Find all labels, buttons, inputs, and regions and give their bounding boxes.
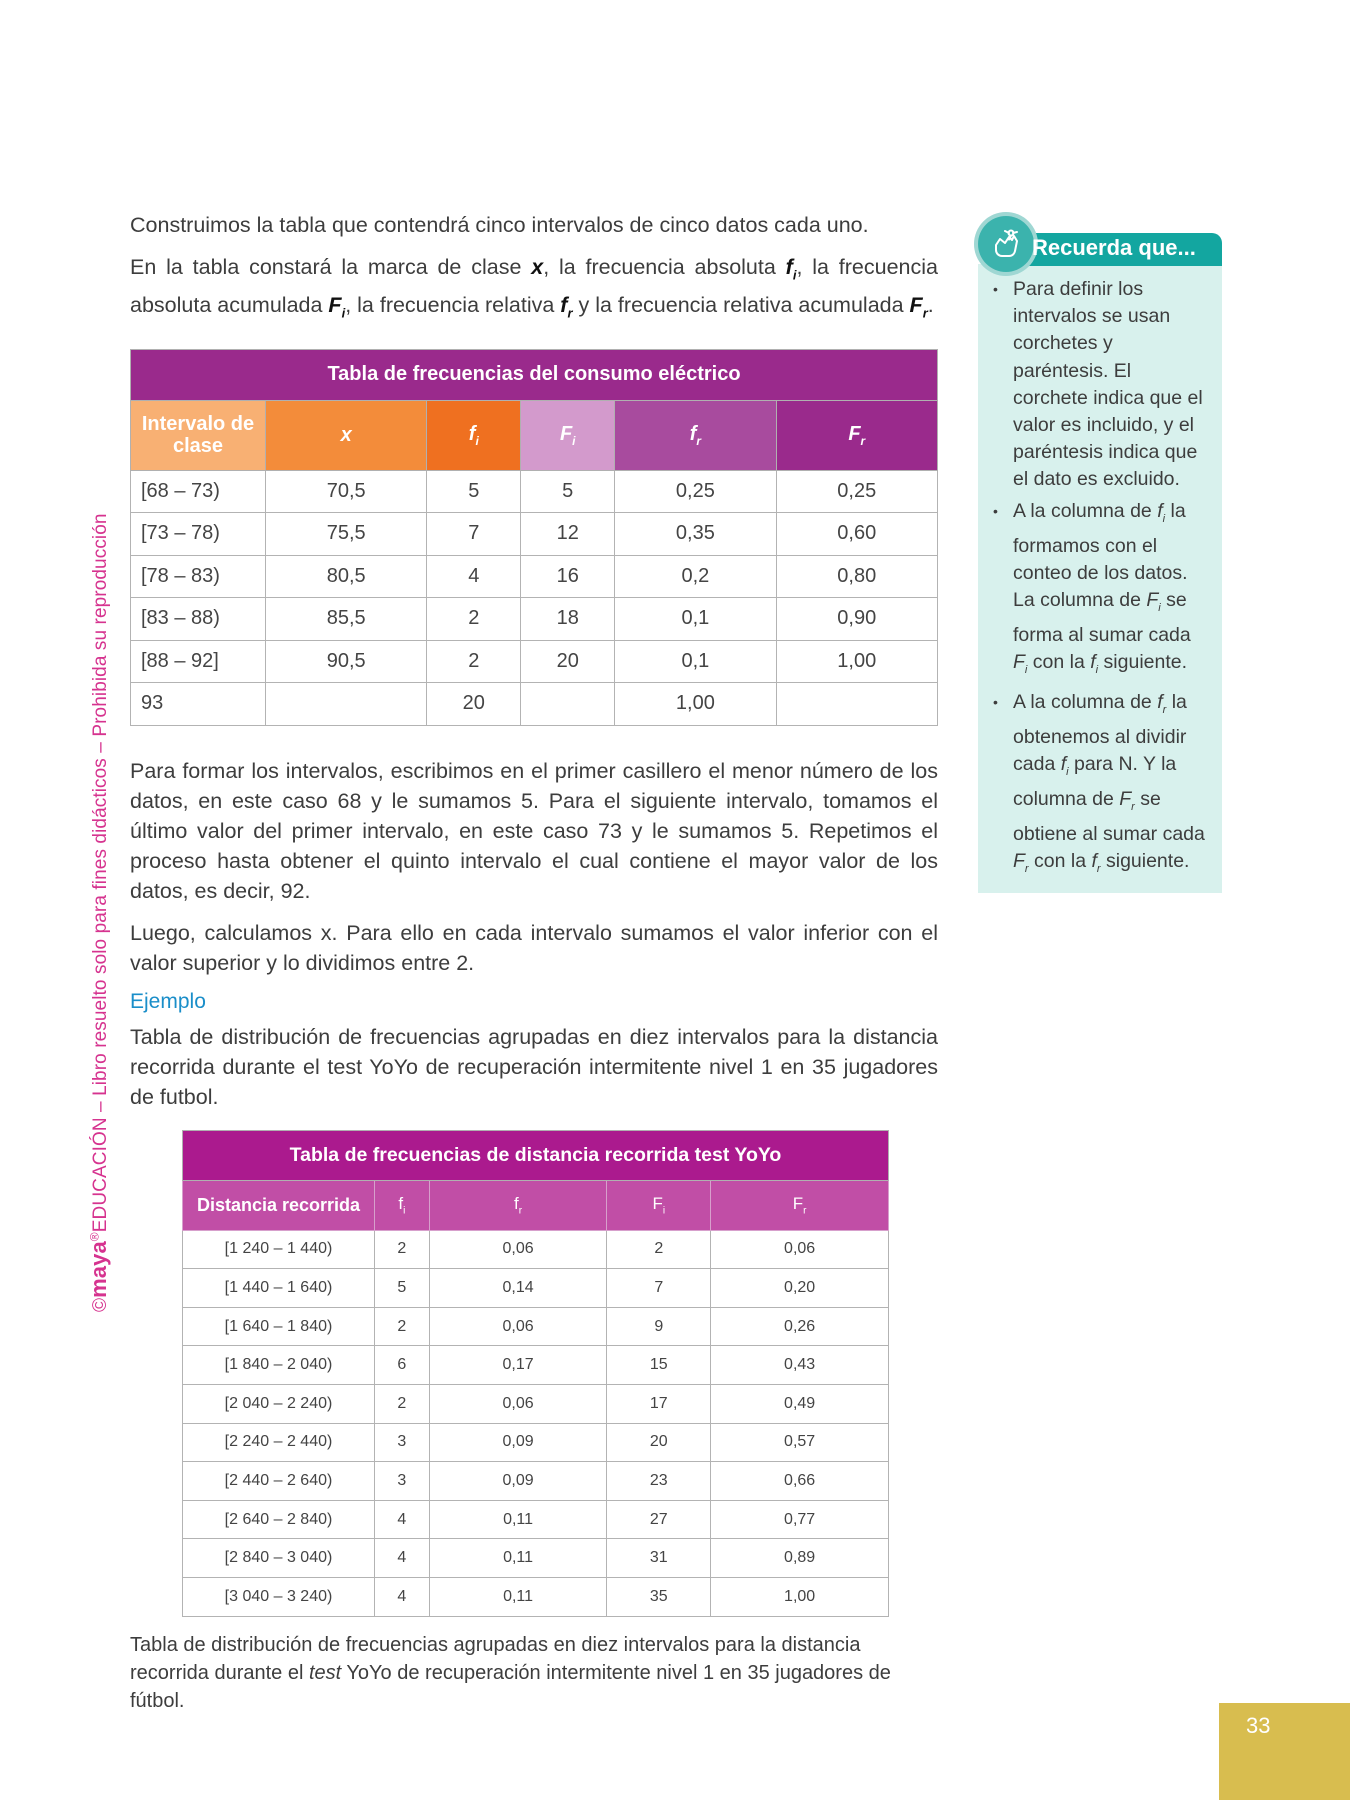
table-row: [78 – 83) 80,5 4 16 0,2 0,80 <box>131 555 938 598</box>
page-number-tab <box>1219 1703 1350 1800</box>
header-Fr: $F_r$ <box>711 1180 889 1230</box>
reminder-item: • Para definir los intervalos se usan corchetes y paréntesis. El corchete indica que el valor es incluido, y el paréntesis indica que el dato es excluido. <box>990 276 1210 494</box>
table-caption: Tabla de distribución de frecuencias agrupadas en diez intervalos para la distancia recorrida durante el test YoYo de recuperación intermitente nivel 1 en 35 jugadores de fútbol. <box>130 1633 891 1712</box>
table-header-row <box>183 1180 889 1230</box>
page-number: 33 <box>1246 1713 1271 1738</box>
table-header-row <box>131 400 938 470</box>
header-fi: $f_i$ <box>375 1180 430 1230</box>
table-row: [83 – 88) 85,5 2 18 0,1 0,90 <box>131 598 938 641</box>
table-row: [2 840 – 3 040) 4 0,11 31 0,89 <box>183 1539 889 1578</box>
intro-paragraph-2: En la tabla constará la marca de clase x, la frecuencia absoluta $f_i$, la frecuencia absoluta acumulada $F_i$, la frecuencia relativa $f_r$ y la frecuencia relativa acumulada $F_r$. <box>130 255 938 321</box>
table-row: [2 440 – 2 640) 3 0,09 23 0,66 <box>183 1462 889 1501</box>
header-Fi: $F_i$ <box>607 1180 711 1230</box>
header-fr: $f_r$ <box>429 1180 607 1230</box>
table-row: [68 – 73) 70,5 5 5 0,25 0,25 <box>131 470 938 513</box>
intro-paragraph-1: Construimos la tabla que contendrá cinco intervalos de cinco datos cada uno. <box>130 213 869 237</box>
header-Fr: $F_r$ <box>776 400 937 470</box>
reminder-body <box>978 264 1222 893</box>
table-row: [2 040 – 2 240) 2 0,06 17 0,49 <box>183 1384 889 1423</box>
example-heading: Ejemplo <box>130 989 206 1013</box>
reminder-box <box>978 220 1222 893</box>
finger-string-reminder-icon <box>978 216 1034 272</box>
header-fi: $f_i$ <box>427 400 521 470</box>
table-row: [3 040 – 3 240) 4 0,11 35 1,00 <box>183 1577 889 1616</box>
registered-mark: ® <box>87 1232 102 1242</box>
example-paragraph: Tabla de distribución de frecuencias agrupadas en diez intervalos para la distancia recorrida durante el test YoYo de recuperación intermitente nivel 1 en 35 jugadores de futbol. <box>130 1024 938 1109</box>
reminder-header <box>978 220 1222 266</box>
table-title: Tabla de frecuencias del consumo eléctrico <box>131 349 938 400</box>
frequency-table-yoyo <box>182 1130 889 1617</box>
explanation-paragraph: Para formar los intervalos, escribimos en el primer casillero el menor número de los datos, en este caso 68 y le sumamos 5. Para el siguiente intervalo, tomamos el último valor del primer intervalo, en este caso 73 y le sumamos 5. Repetimos el proceso hasta obtener el quinto intervalo el cual contiene el mayor valor de los datos, es decir, 92. <box>130 758 938 903</box>
table-row: [1 840 – 2 040) 6 0,17 15 0,43 <box>183 1346 889 1385</box>
header-interval: Intervalo de clase <box>131 400 266 470</box>
copyright-text: EDUCACIÓN – Libro resuelto solo para fines didácticos – Prohibida su reproducción <box>90 513 111 1233</box>
table-row: [88 – 92] 90,5 2 20 0,1 1,00 <box>131 640 938 683</box>
table-title: Tabla de frecuencias de distancia recorrida test YoYo <box>183 1130 889 1180</box>
main-content <box>130 210 938 1715</box>
brand-logo: maya <box>86 1241 111 1298</box>
header-x: x <box>266 400 427 470</box>
reminder-item: • A la columna de $f_i$ la formamos con el conteo de los datos. La columna de $F_i$ se forma al sumar cada $F_i$ con la $f_i$ siguiente. <box>990 498 1210 685</box>
frequency-table-electric <box>130 349 938 726</box>
table-row: [73 – 78) 75,5 7 12 0,35 0,60 <box>131 513 938 556</box>
class-mark-paragraph: Luego, calculamos x. Para ello en cada intervalo sumamos el valor inferior con el valor superior y lo dividimos entre 2. <box>130 920 938 975</box>
header-fr: $f_r$ <box>615 400 776 470</box>
header-Fi: $F_i$ <box>521 400 615 470</box>
side-copyright <box>86 513 112 1312</box>
copyright-symbol: © <box>90 1297 111 1312</box>
table-row: [2 240 – 2 440) 3 0,09 20 0,57 <box>183 1423 889 1462</box>
reminder-item: • A la columna de $f_r$ la obtenemos al dividir cada $f_i$ para N. Y la columna de $F_r$ se obtiene al sumar cada $F_r$ con la $f_r$ siguiente. <box>990 689 1210 884</box>
header-distance: Distancia recorrida <box>183 1180 375 1230</box>
table-row: [1 240 – 1 440) 2 0,06 2 0,06 <box>183 1230 889 1269</box>
table-row: [1 440 – 1 640) 5 0,14 7 0,20 <box>183 1269 889 1308</box>
reminder-title: Recuerda que... <box>1032 235 1196 260</box>
table-row: [2 640 – 2 840) 4 0,11 27 0,77 <box>183 1500 889 1539</box>
table-row: [1 640 – 1 840) 2 0,06 9 0,26 <box>183 1307 889 1346</box>
table-total-row: 93 20 1,00 <box>131 683 938 726</box>
